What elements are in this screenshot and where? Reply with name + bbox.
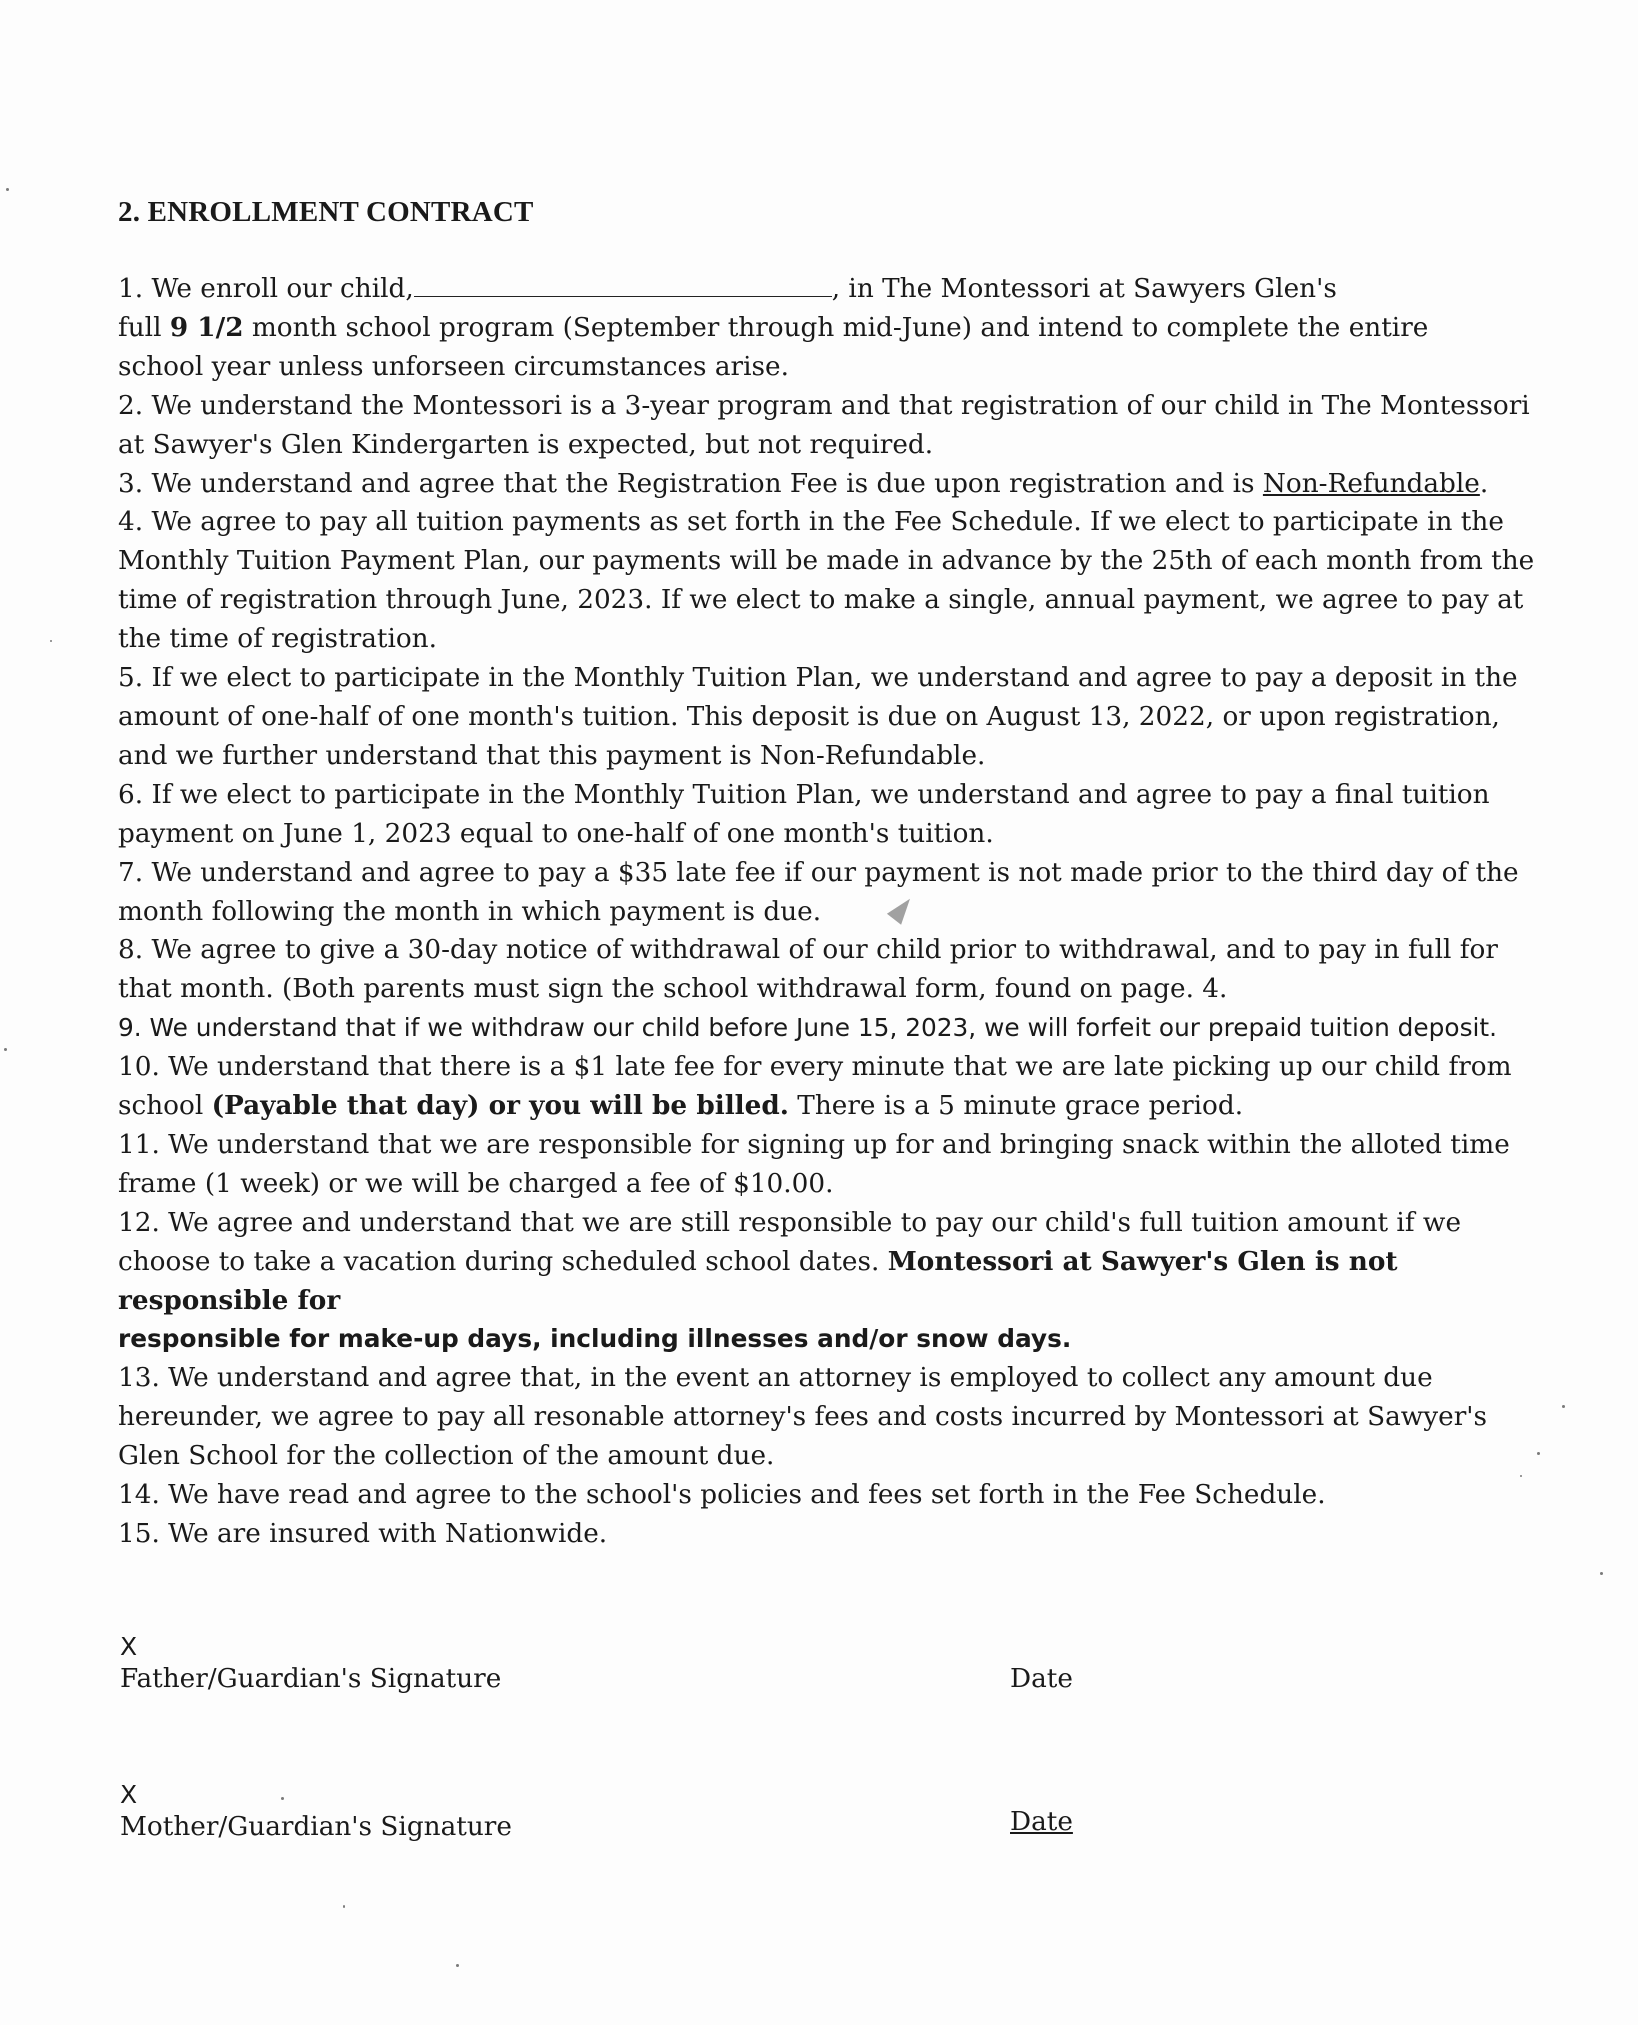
non-refundable-term: Non-Refundable xyxy=(1262,468,1480,499)
clause-12-text: 12. We agree and understand that we are still responsible to pay our child's full tuition amount if we choose to take a vacation during scheduled school dates. xyxy=(118,1207,1462,1277)
scan-speck xyxy=(6,188,9,191)
scan-speck xyxy=(281,1797,284,1800)
father-date-label[interactable]: Date xyxy=(1010,1664,1073,1694)
clause-12-bold-sans: responsible for make-up days, including illnesses and/or snow days. xyxy=(118,1324,1072,1354)
mother-signature-mark[interactable]: X xyxy=(120,1780,138,1809)
clause-12-bold: Montessori at Sawyer's Glen is not responsible for xyxy=(118,1245,1398,1316)
clause-4: 4. We agree to pay all tuition payments as set forth in the Fee Schedule. If we elect to participate in the Monthly Tuition Payment Plan, our payments will be made in advance by the 25th of each month from the time of registration through June, 2023. If we elect to make a single, annual payment, we agree to pay at the time of registration. xyxy=(118,507,1535,655)
child-name-blank[interactable] xyxy=(414,270,832,297)
father-signature-block xyxy=(120,1632,501,1696)
clause-1-duration: 9 1/2 xyxy=(169,311,244,343)
clause-15: 15. We are insured with Nationwide. xyxy=(118,1519,608,1549)
contract-heading: 2. ENROLLMENT CONTRACT xyxy=(118,196,534,228)
clause-1-line2-b: month school program (September through mid-June) and intend to complete the entire xyxy=(243,312,1429,343)
mother-date-label[interactable]: Date xyxy=(1010,1807,1073,1837)
clause-3 xyxy=(118,465,1548,504)
mother-signature-label: Mother/Guardian's Signature xyxy=(120,1812,512,1842)
clause-1-text-after: , in The Montessori at Sawyers Glen's xyxy=(831,274,1337,304)
scan-speck xyxy=(50,640,52,642)
clause-14: 14. We have read and agree to the school's policies and fees set forth in the Fee Schedule. xyxy=(118,1480,1326,1511)
contract-clauses xyxy=(118,270,1548,1554)
scan-speck xyxy=(1537,1452,1540,1455)
clause-8: 8. We agree to give a 30-day notice of withdrawal of our child prior to withdrawal, and to pay in full for that month. (Both parents must sign the school withdrawal form, found on page. 4. xyxy=(118,935,1498,1005)
clause-6: 6. If we elect to participate in the Monthly Tuition Plan, we understand and agree to pay a final tuition payment on June 1, 2023 equal to one-half of one month's tuition. xyxy=(118,779,1490,849)
clause-13: 13. We understand and agree that, in the event an attorney is employed to collect any amount due hereunder, we agree to pay all resonable attorney's fees and costs incurred by Montessori at Sawyer's Glen School for the collection of the amount due. xyxy=(118,1363,1487,1472)
mother-signature-block xyxy=(120,1780,512,1844)
clause-10-text: 10. We understand that there is a $1 late fee for every minute that we are late picking up our child from school xyxy=(118,1052,1512,1122)
clause-12 xyxy=(118,1204,1548,1360)
clause-7: 7. We understand and agree to pay a $35 late fee if our payment is not made prior to the third day of the month following the month in which payment is due. xyxy=(118,857,1519,927)
clause-10-end: There is a 5 minute grace period. xyxy=(788,1091,1244,1122)
clause-10 xyxy=(118,1048,1548,1126)
clause-10-bold: (Payable that day) or you will be billed. xyxy=(211,1090,789,1122)
clause-9: 9. We understand that if we withdraw our child before June 15, 2023, we will forfeit our prepaid tuition deposit. xyxy=(118,1013,1497,1043)
scan-speck xyxy=(343,1905,345,1908)
scan-speck xyxy=(1520,1475,1522,1477)
scan-speck xyxy=(456,1964,459,1967)
father-signature-mark[interactable]: X xyxy=(120,1632,138,1661)
clause-1-text-before: 1. We enroll our child, xyxy=(118,274,414,304)
scan-speck xyxy=(1562,1405,1565,1408)
clause-11: 11. We understand that we are responsible for signing up for and bringing snack within the alloted time frame (1 week) or we will be charged a fee of $10.00. xyxy=(118,1129,1510,1199)
scan-speck xyxy=(4,1048,7,1051)
clause-1 xyxy=(118,270,1548,387)
clause-3-end: . xyxy=(1479,468,1489,499)
clause-2: 2. We understand the Montessori is a 3-year program and that registration of our child in The Montessori at Sawyer's Glen Kindergarten is expected, but not required. xyxy=(118,390,1530,460)
father-signature-label: Father/Guardian's Signature xyxy=(120,1664,502,1694)
clause-1-line3: school year unless unforseen circumstances arise. xyxy=(118,351,789,382)
scan-speck xyxy=(1600,1572,1603,1575)
clause-3-text: 3. We understand and agree that the Registration Fee is due upon registration and is xyxy=(118,468,1263,499)
clause-1-line2-a: full xyxy=(118,312,170,343)
clause-5: 5. If we elect to participate in the Monthly Tuition Plan, we understand and agree to pay a deposit in the amount of one-half of one month's tuition. This deposit is due on August 13, 2022, or upon registration, and we further understand that this payment is Non-Refundable. xyxy=(118,663,1518,771)
